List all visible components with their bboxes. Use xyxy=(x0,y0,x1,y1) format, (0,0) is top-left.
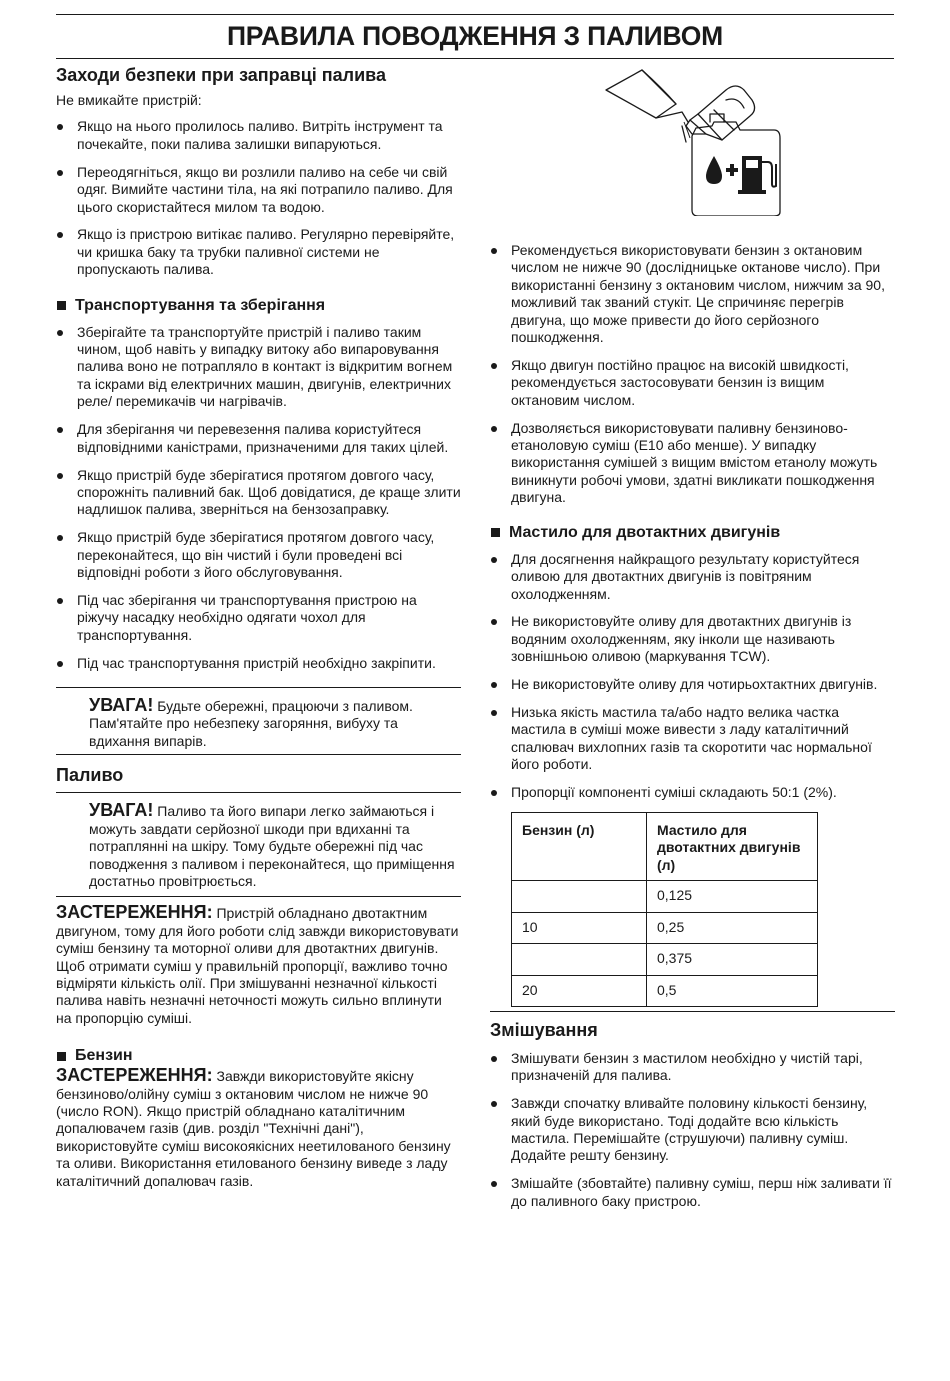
list-item: Пропорції компоненті суміші складають 50:1 (2%). xyxy=(490,784,895,801)
table-row xyxy=(512,912,818,943)
table-row xyxy=(512,944,818,975)
petrol-list xyxy=(490,242,895,507)
list-item: Змішайте (збовтайте) паливну суміш, перш ніж заливати її до паливного баку пристрою. xyxy=(490,1175,895,1210)
oil-heading-text: Мастило для двотактних двигунів xyxy=(509,523,781,541)
warning-box xyxy=(56,688,461,754)
warning-label: УВАГА! xyxy=(89,800,154,821)
oil-drop-icon xyxy=(706,156,722,184)
list-item: Якщо двигун постійно працює на високій швидкості, рекомендується застосовувати бензин із вищим октановим числом. xyxy=(490,357,895,409)
table-cell: 0,125 xyxy=(647,881,818,912)
transport-heading-text: Транспортування та зберігання xyxy=(75,296,326,314)
caution-label: ЗАСТЕРЕЖЕННЯ: xyxy=(56,902,213,923)
caution-label: ЗАСТЕРЕЖЕННЯ: xyxy=(56,1065,213,1086)
list-item: Для зберігання чи перевезення палива користуйтеся відповідними каністрами, призначеними для таких цілей. xyxy=(56,421,461,456)
petrol-heading xyxy=(56,1046,461,1066)
oil-list xyxy=(490,551,895,802)
fuel-heading: Паливо xyxy=(56,765,124,786)
square-bullet-icon xyxy=(57,301,66,310)
table-row xyxy=(512,881,818,912)
square-bullet-icon xyxy=(57,1052,66,1061)
refuel-safety-heading: Заходи безпеки при заправці палива xyxy=(56,65,387,85)
list-item: Під час зберігання чи транспортування пристрою на ріжучу насадку необхідно одягати чохол для транспортування. xyxy=(56,592,461,644)
warning-label: УВАГА! xyxy=(89,695,154,716)
list-item: Якщо на нього пролилось паливо. Витріть інструмент та почекайте, поки палива залишки випаруються. xyxy=(56,118,461,153)
oil-bottle-icon xyxy=(686,86,755,140)
table-cell: 0,5 xyxy=(647,975,818,1006)
petrol-heading-text: Бензин xyxy=(75,1047,133,1065)
table-header-cell: Мастило для двотактних двигунів (л) xyxy=(647,813,818,881)
page-title: ПРАВИЛА ПОВОДЖЕННЯ З ПАЛИВОМ xyxy=(56,14,894,59)
oil-heading xyxy=(490,523,895,543)
table-header-row xyxy=(512,813,818,881)
list-item: Не використовуйте оливу для чотирьохтактних двигунів. xyxy=(490,676,895,693)
fuel-mixing-illustration xyxy=(602,60,782,216)
divider xyxy=(56,896,461,897)
mixing-list xyxy=(490,1050,895,1210)
right-column xyxy=(490,60,895,1221)
caution-text: Пристрій обладнано двотактним двигуном, тому для його роботи слід завжди використовувати суміш бензину та моторної оливи для двотактних двигунів. Щоб отримати суміш у правильній пропорції, важливо точно відміряти кількість олії. При змішуванні незначної кількості палива навіть незначні неточності можуть сильно вплинути на пропорцію суміші. xyxy=(56,905,459,1026)
plus-icon xyxy=(726,164,738,176)
table-cell xyxy=(512,944,647,975)
warning-text: Паливо та його випари легко займаються і можуть завдати серйозної шкоди при вдиханні та потраплянні на шкіру. Тому будьте обережні під час поводження з паливом і переконайтеся, що приміщення достатньо провітрюється. xyxy=(89,803,455,889)
list-item: Рекомендується використовувати бензин з октановим числом не нижче 90 (дослідницьке октанове число). При використанні бензину з октановим числом, нижчим за 90, можливий так званий стукіт. Це спричиняє перегрів двигуна, що може привести до його серйозного пошкодження. xyxy=(490,242,895,346)
warning-text: Будьте обережні, працюючи з паливом. Пам'ятайте про небезпеку загоряння, вибуху та вдихання випарів. xyxy=(89,698,413,749)
list-item: Під час транспортування пристрій необхідно закріпити. xyxy=(56,655,461,672)
list-item: Змішувати бензин з мастилом необхідно у чистій тарі, призначеній для палива. xyxy=(490,1050,895,1085)
fuel-pump-icon xyxy=(738,156,776,194)
petrol-caution xyxy=(56,1067,461,1190)
list-item: Низька якість мастила та/або надто велика частка мастила в суміші може вивести з ладу каталітичний спалювач вихлопних газів та скоротити час нормальної його роботи. xyxy=(490,704,895,774)
list-item: Переодягніться, якщо ви розлили паливо на себе чи свій одяг. Вимийте частини тіла, на які потрапило паливо. Для цього скористайтеся милом та водою. xyxy=(56,164,461,216)
mix-ratio-table xyxy=(511,812,818,1007)
table-row xyxy=(512,975,818,1006)
list-item: Для досягнення найкращого результату користуйтеся оливою для двотактних двигунів із повітряним охолодженням. xyxy=(490,551,895,603)
list-item: Завжди спочатку вливайте половину кількості бензину, який буде використано. Тоді додайте всю кількість мастила. Перемішайте (струшуючи) паливну суміш. Додайте решту бензину. xyxy=(490,1095,895,1165)
list-item: Не використовуйте оливу для двотактних двигунів із водяним охолодженням, яку інколи ще називають зовнішньою оливою (маркування TCW). xyxy=(490,613,895,665)
left-column xyxy=(56,60,461,1190)
table-cell xyxy=(512,881,647,912)
transport-list xyxy=(56,324,461,672)
square-bullet-icon xyxy=(491,528,500,537)
divider xyxy=(490,1011,895,1012)
funnel-icon xyxy=(606,70,688,122)
list-item: Дозволяється використовувати паливну бензиново-етаноловую суміш (E10 або менше). У випадку використання сумішей з вищим вмістом етанолу можуть виникнути робочі умови, здатні викликати пошкодження двигуна. xyxy=(490,420,895,507)
table-cell: 0,375 xyxy=(647,944,818,975)
refuel-safety-intro: Не вмикайте пристрій: xyxy=(56,92,202,108)
list-item: Якщо із пристрою витікає паливо. Регулярно перевіряйте, чи кришка баку та трубки паливної системи не пропускають палива. xyxy=(56,226,461,278)
list-item: Якщо пристрій буде зберігатися протягом довгого часу, переконайтеся, що він чистий і були проведені всі відповідні роботи з його обслуговування. xyxy=(56,529,461,581)
table-header-cell: Бензин (л) xyxy=(512,813,647,881)
list-item: Якщо пристрій буде зберігатися протягом довгого часу, спорожніть паливний бак. Щоб довідатися, де краще злити надлишок палива, зверніться на бензозаправку. xyxy=(56,467,461,519)
table-cell: 20 xyxy=(512,975,647,1006)
refuel-safety-list xyxy=(56,118,461,278)
fuel-caution xyxy=(56,904,461,1027)
caution-text: Завжди використовуйте якісну бензиново/олійну суміш з октановим числом не нижче 90 (число RON). Якщо пристрій обладнано каталітичним допалювачем газів (див. розділ "Технічні дані"), використовуйте суміш високоякісних неетилованого бензину та оливи. Використання етилованого бензину виведе з ладу каталітичний допалювач газів. xyxy=(56,1068,451,1189)
mixing-heading: Змішування xyxy=(490,1019,598,1040)
fuel-warning-box xyxy=(56,793,461,896)
divider xyxy=(56,754,461,755)
table-cell: 10 xyxy=(512,912,647,943)
list-item: Зберігайте та транспортуйте пристрій і паливо таким чином, щоб навіть у випадку витоку або випаровування палива воно не потрапляло в контакт із відкритим вогнем та іскрами від електричних машин, двигунів, електричних реле/ перемикачів чи нагрівачів. xyxy=(56,324,461,411)
transport-heading xyxy=(56,296,461,316)
table-cell: 0,25 xyxy=(647,912,818,943)
